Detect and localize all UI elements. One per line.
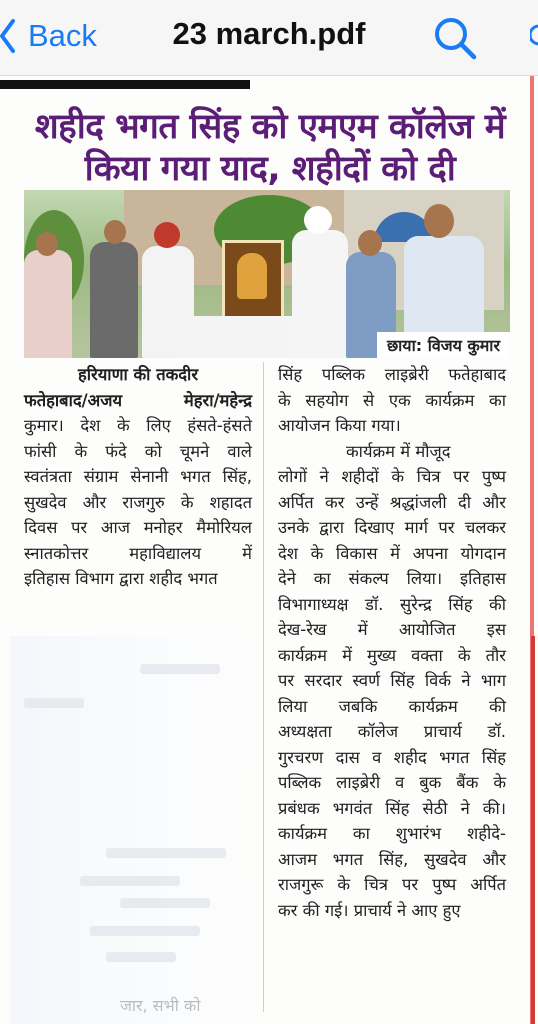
photo-person — [292, 230, 348, 358]
photo-head-turban — [304, 206, 332, 234]
article-line: अध्यक्षता कॉलेज प्राचार्य डॉ. — [278, 722, 506, 741]
article-line: सिंह पब्लिक लाइब्रेरी फतेहाबाद — [278, 365, 506, 384]
article-line: इतिहास विभाग द्वारा शहीद भगत — [24, 569, 218, 588]
overflow-edge-icon[interactable] — [530, 24, 538, 46]
photo-head — [36, 232, 58, 256]
article-line: कार्यक्रम का शुभारंभ शहीदे- — [278, 824, 506, 843]
article-line: राजगुरू के चित्र पर पुष्प अर्पित — [278, 875, 506, 894]
faded-region — [10, 636, 260, 1024]
article-line: लिया जबकि कार्यक्रम की — [278, 696, 506, 716]
document-title: 23 march.pdf — [172, 16, 366, 51]
photo-caption: छाया: विजय कुमार — [377, 332, 510, 358]
headline-line-1: शहीद भगत सिंह को एमएम कॉलेज में — [34, 107, 506, 147]
article-line: स्वतंत्रता संग्राम सेनानी भगत सिंह, — [24, 467, 252, 486]
headline-line-2: किया गया याद, शहीदों को दी — [84, 149, 456, 189]
byline: फतेहाबाद/अजय मेहरा/महेन्द्र — [24, 390, 252, 410]
article-line: कार्यक्रम में मौजूद — [346, 441, 451, 461]
photo-head — [424, 204, 454, 238]
article-column-left — [24, 362, 252, 592]
photo-person — [24, 250, 72, 358]
article-line: कुमार। देश के लिए हंसते-हंसते — [24, 416, 252, 435]
article-line: प्रबंधक भगवंत सिंह सेठी ने की। — [278, 798, 506, 818]
photo-head-turban — [154, 222, 180, 248]
article-line: पब्लिक लाइब्रेरी व बुक बैंक के — [278, 773, 506, 792]
article-line: गुरचरण दास व शहीद भगत सिंह — [278, 747, 506, 767]
article-line: लोगों ने शहीदों के चित्र पर पुष्प — [278, 467, 506, 486]
search-button[interactable] — [432, 15, 478, 65]
newspaper-name: हरियाणा की तकदीर — [77, 365, 199, 384]
back-label: Back — [28, 18, 97, 53]
article-line: दिवस पर आज मनोहर मैमोरियल — [24, 518, 252, 537]
search-icon — [432, 15, 478, 61]
article-line: फांसी के फंदे को चूमने वाले — [24, 441, 252, 461]
photo-head — [104, 220, 126, 244]
news-photo — [24, 190, 510, 358]
article-line: सुखदेव और राजगुरु के शहादत — [24, 492, 252, 512]
photo-person — [90, 242, 138, 358]
article-line: आजम भगत सिंह, सुखदेव और — [278, 849, 506, 869]
article-line: विभागाध्यक्ष डॉ. सुरेन्द्र सिंह की — [278, 594, 506, 614]
column-divider — [263, 362, 264, 1012]
article-line: देश के विकास में अपना योगदान — [278, 543, 506, 563]
article-line: पर सरदार स्वर्ण सिंह विर्क ने भाग — [278, 671, 506, 690]
article-column-right — [278, 362, 506, 923]
article-line: देख-रेख में आयोजित इस — [278, 620, 506, 639]
article-line: उनके द्वारा दिखाए मार्ग पर चलकर — [278, 518, 506, 537]
article-line: स्नातकोत्तर महाविद्यालय में — [24, 543, 252, 563]
article-line: कार्यक्रम में मुख्य वक्ता के तौर — [278, 645, 506, 665]
faded-text: जार, सभी को — [120, 996, 201, 1015]
article-line: आयोजन किया गया। — [278, 416, 401, 435]
pdf-page[interactable] — [0, 76, 538, 1024]
nav-bar — [0, 0, 538, 76]
photo-head — [358, 230, 382, 256]
article-line: के सहयोग से एक कार्यक्रम का — [278, 390, 506, 410]
article-line: कर की गई। प्राचार्य ने आए हुए — [278, 900, 461, 920]
article-line: देने का संकल्प लिया। इतिहास — [278, 569, 506, 588]
page-edge-lower — [531, 636, 535, 1024]
photo-portrait — [222, 240, 284, 320]
article-line: अर्पित कर उन्हें श्रद्धांजली दी और — [278, 492, 506, 512]
divider-rule — [0, 80, 250, 89]
